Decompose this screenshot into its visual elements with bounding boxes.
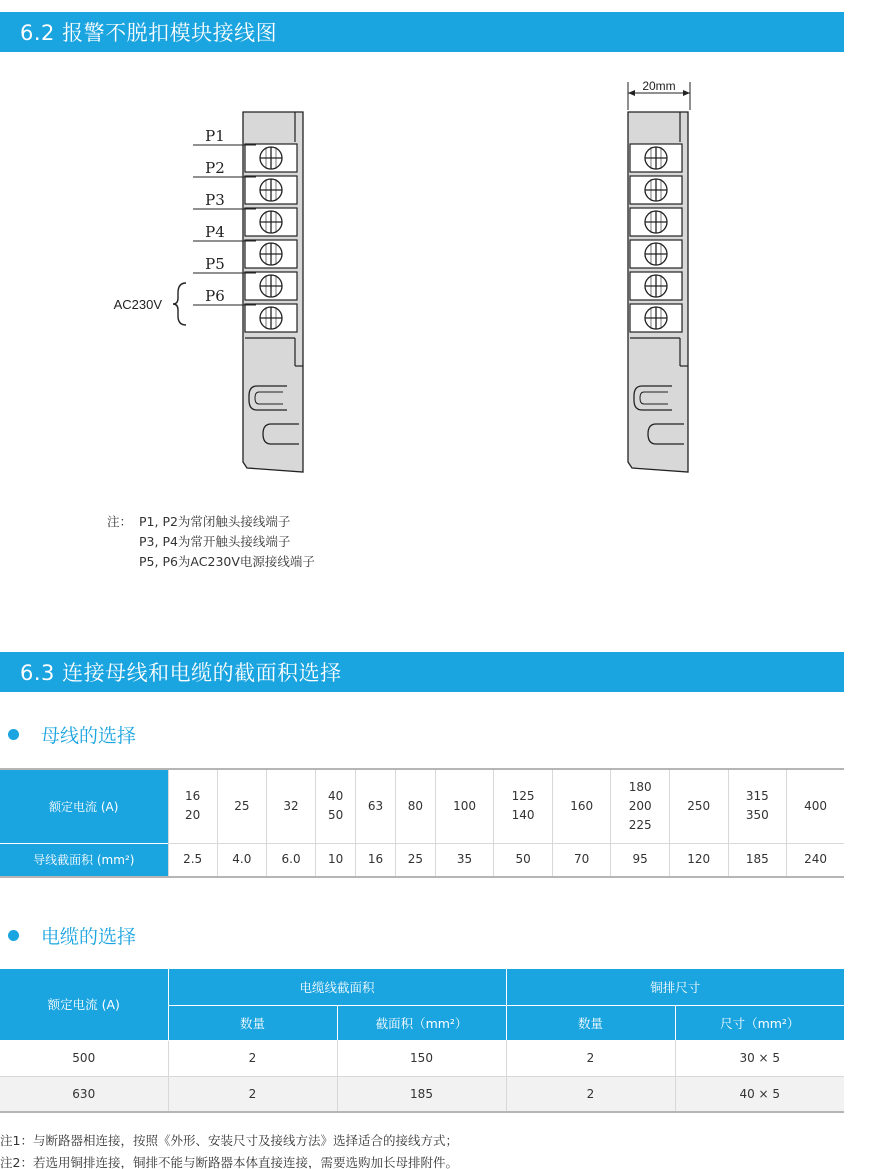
- cable-current-header: 额定电流 (A): [0, 969, 168, 1040]
- rated-current-value: 315: [745, 789, 769, 804]
- cell-current: 630: [0, 1076, 168, 1112]
- rated-current-cell: [395, 769, 435, 843]
- rated-current-value: 80: [407, 798, 423, 813]
- busbar-table: [0, 768, 844, 878]
- rated-current-value: 20: [184, 808, 201, 823]
- rated-current-value: 100: [453, 798, 476, 813]
- note-line: P3, P4为常开触头接线端子: [139, 534, 291, 549]
- busbar-heading-text: 母线的选择: [41, 725, 137, 747]
- cable-table: [0, 969, 844, 1113]
- rated-current-cell: [728, 769, 787, 843]
- cable-area-header: 截面积（mm²）: [337, 1005, 506, 1040]
- cable-heading-text: 电缆的选择: [41, 926, 137, 948]
- cell-bar-count: 2: [506, 1076, 675, 1112]
- rated-current-label: 额定电流 (A): [0, 769, 168, 843]
- cell-current: 500: [0, 1040, 168, 1076]
- terminal-label: P1: [205, 127, 225, 145]
- wire-area-label: 导线截面积 (mm²): [0, 843, 168, 877]
- rated-current-row: [0, 769, 844, 843]
- terminal-label: P2: [205, 159, 225, 177]
- rated-current-value: 200: [628, 798, 652, 813]
- voltage-label: AC230V: [113, 297, 162, 312]
- cable-count-header: 数量: [168, 1005, 337, 1040]
- wiring-diagram: [0, 60, 882, 500]
- rated-current-value: 180: [628, 779, 652, 794]
- rated-current-cell: [669, 769, 728, 843]
- rated-current-cell: [217, 769, 266, 843]
- dimension-label: 20mm: [642, 79, 676, 93]
- cell-cable-area: 150: [337, 1040, 506, 1076]
- section-6-2-title: 6.2 报警不脱扣模块接线图: [20, 21, 278, 45]
- cell-cable-count: 2: [168, 1076, 337, 1112]
- arrow-left-icon: [628, 90, 635, 96]
- rated-current-value: 160: [570, 798, 594, 813]
- bar-count-header: 数量: [506, 1005, 675, 1040]
- rated-current-cell: [316, 769, 356, 843]
- copper-bar-group-header: 铜排尺寸: [506, 969, 844, 1005]
- busbar-heading: [8, 721, 136, 748]
- rated-current-cell: [168, 769, 217, 843]
- footnotes: [0, 1130, 458, 1169]
- cable-heading: [8, 922, 136, 949]
- cell-cable-area: 185: [337, 1076, 506, 1112]
- rated-current-cell: [552, 769, 611, 843]
- section-6-2-header: [0, 12, 844, 52]
- wire-area-cell: 120: [669, 843, 728, 877]
- rated-current-value: 350: [745, 808, 769, 823]
- cell-bar-size: 30 × 5: [675, 1040, 844, 1076]
- rated-current-value: 250: [687, 798, 711, 813]
- brace-icon: [173, 283, 186, 325]
- module-drawing: [0, 60, 882, 500]
- wire-area-cell: 10: [316, 843, 356, 877]
- table-row: [0, 1076, 844, 1112]
- wire-area-cell: 185: [728, 843, 787, 877]
- rated-current-cell: [611, 769, 670, 843]
- wire-area-cell: 35: [435, 843, 494, 877]
- rated-current-cell: [494, 769, 553, 843]
- bar-size-header: 尺寸（mm²）: [675, 1005, 844, 1040]
- cable-header-row: [0, 969, 844, 1005]
- rated-current-value: 140: [511, 808, 535, 823]
- rated-current-cell: [435, 769, 494, 843]
- terminal-label: P6: [205, 287, 225, 305]
- wire-area-cell: 16: [356, 843, 396, 877]
- rated-current-cell: [266, 769, 315, 843]
- rated-current-value: 125: [511, 789, 535, 804]
- bullet-dot-icon: [8, 930, 19, 941]
- rated-current-value: 225: [628, 817, 652, 832]
- wire-area-cell: 4.0: [217, 843, 266, 877]
- rated-current-value: 63: [367, 798, 384, 813]
- section-6-3-header: [0, 652, 844, 692]
- rated-current-value: 32: [283, 798, 299, 813]
- wire-area-cell: 50: [494, 843, 553, 877]
- terminal-label: P3: [205, 191, 225, 209]
- rated-current-value: 16: [184, 789, 201, 804]
- notes-prefix: 注：: [107, 514, 133, 529]
- cell-bar-size: 40 × 5: [675, 1076, 844, 1112]
- rated-current-value: 40: [327, 789, 344, 804]
- note-line: P5, P6为AC230V电源接线端子: [139, 554, 315, 569]
- wire-area-row: [0, 843, 844, 877]
- terminal-label: P4: [205, 223, 225, 241]
- bullet-dot-icon: [8, 729, 19, 740]
- wire-area-cell: 70: [552, 843, 611, 877]
- cable-area-group-header: 电缆线截面积: [168, 969, 506, 1005]
- rated-current-cell: [787, 769, 844, 843]
- cell-bar-count: 2: [506, 1040, 675, 1076]
- footnote-2: 注2：若选用铜排连接，铜排不能与断路器本体直接连接，需要选购加长母排附件。: [0, 1155, 458, 1169]
- arrow-right-icon: [683, 90, 690, 96]
- note-line: P1, P2为常闭触头接线端子: [139, 514, 291, 529]
- wire-area-cell: 2.5: [168, 843, 217, 877]
- section-6-3-title: 6.3 连接母线和电缆的截面积选择: [20, 661, 342, 685]
- wire-area-cell: 95: [611, 843, 670, 877]
- wire-area-cell: 6.0: [266, 843, 315, 877]
- terminal-label: P5: [205, 255, 225, 273]
- rated-current-value: 25: [234, 798, 250, 813]
- table-row: [0, 1040, 844, 1076]
- terminal-notes: [107, 512, 315, 572]
- cell-cable-count: 2: [168, 1040, 337, 1076]
- rated-current-cell: [356, 769, 396, 843]
- footnote-1: 注1：与断路器相连接，按照《外形、安装尺寸及接线方法》选择适合的接线方式；: [0, 1133, 458, 1148]
- wire-area-cell: 240: [787, 843, 844, 877]
- rated-current-value: 400: [804, 798, 827, 813]
- rated-current-value: 50: [327, 808, 344, 823]
- wire-area-cell: 25: [395, 843, 435, 877]
